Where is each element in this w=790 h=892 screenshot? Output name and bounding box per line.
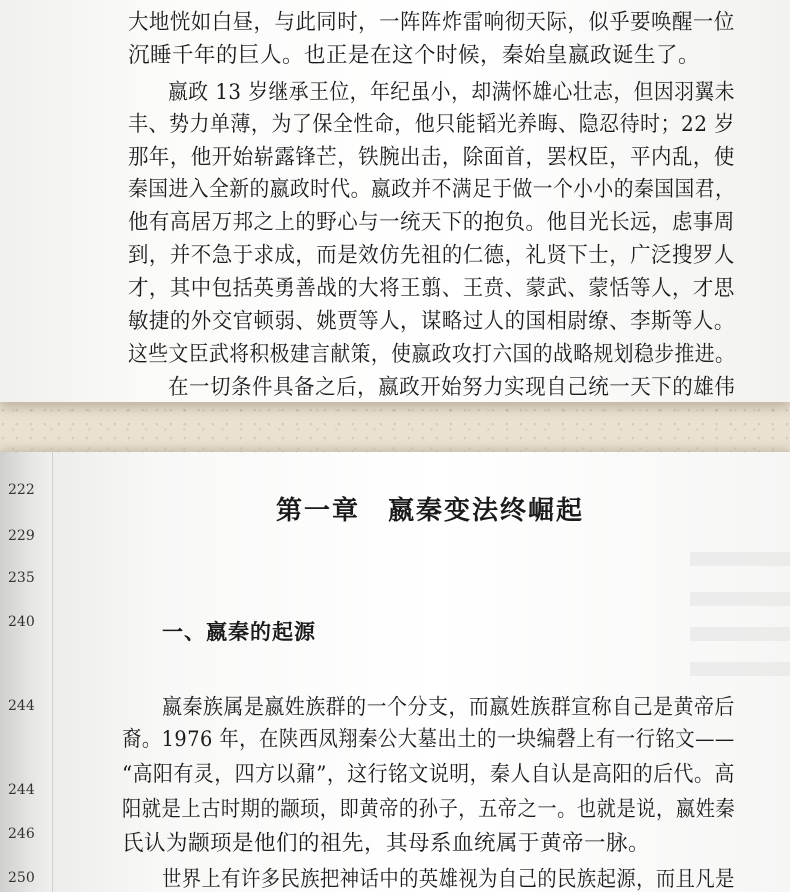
- section-title: 一、嬴秦的起源: [162, 619, 316, 644]
- text-line: 裔。1976 年，在陕西凤翔秦公大墓出土的一块编磬上有一行铭文——: [122, 727, 735, 752]
- chapter-title: 第一章 嬴秦变法终崛起: [275, 496, 584, 526]
- show-through-smudge: [690, 592, 790, 606]
- text-line: 沉睡千年的巨人。也正是在这个时候，秦始皇嬴政诞生了。: [128, 43, 701, 68]
- toc-page-number: 235: [8, 570, 35, 586]
- text-line: 世界上有许多民族把神话中的英雄视为自己的民族起源，而且凡是: [162, 867, 735, 892]
- toc-page-number: 222: [8, 482, 35, 498]
- text-line: 这些文臣武将积极建言献策，使嬴政攻打六国的战略规划稳步推进。: [128, 342, 736, 367]
- toc-page-number: 240: [8, 614, 35, 630]
- text-line: 阳就是上古时期的颛顼，即黄帝的孙子，五帝之一。也就是说，嬴姓秦: [122, 797, 736, 822]
- toc-page-number: 229: [8, 528, 35, 544]
- toc-page-number: 244: [8, 698, 35, 714]
- toc-page-number: 250: [8, 870, 35, 886]
- text-line: 敏捷的外交官顿弱、姚贾等人，谋略过人的国相尉缭、李斯等人。: [128, 309, 735, 334]
- toc-page-number: 246: [8, 826, 35, 842]
- text-line: 才，其中包括英勇善战的大将王翦、王贲、蒙武、蒙恬等人，才思: [128, 276, 735, 301]
- text-line: 嬴政 13 岁继承王位，年纪虽小，却满怀雄心壮志，但因羽翼未: [168, 80, 736, 105]
- text-line: 丰、势力单薄，为了保全性命，他只能韬光养晦、隐忍待时；22 岁: [128, 112, 735, 137]
- show-through-smudge: [690, 627, 790, 641]
- text-line: 到，并不急于求成，而是效仿先祖的仁德，礼贤下士，广泛搜罗人: [128, 243, 735, 268]
- text-line: 嬴秦族属是嬴姓族群的一个分支，而嬴姓族群宣称自己是黄帝后: [162, 695, 735, 720]
- text-line: 那年，他开始崭露锋芒，铁腕出击，除面首，罢权臣，平内乱，使: [128, 145, 735, 170]
- text-line: “高阳有灵，四方以鼐”，这行铭文说明，秦人自认是高阳的后代。高: [122, 762, 735, 787]
- lower-page: [0, 452, 790, 892]
- text-line: 在一切条件具备之后，嬴政开始努力实现自己统一天下的雄伟: [168, 375, 736, 400]
- text-line: 秦国进入全新的嬴政时代。嬴政并不满足于做一个小小的秦国国君，: [128, 177, 736, 202]
- upper-page: [0, 0, 790, 402]
- text-line: 氏认为颛顼是他们的祖先，其母系血统属于黄帝一脉。: [122, 831, 651, 856]
- text-line: 大地恍如白昼，与此同时，一阵阵炸雷响彻天际，似乎要唤醒一位: [128, 10, 735, 35]
- toc-page-number: 244: [8, 782, 35, 798]
- show-through-smudge: [690, 662, 790, 676]
- text-line: 他有高居万邦之上的野心与一统天下的抱负。他目光长远，虑事周: [128, 210, 735, 235]
- show-through-smudge: [690, 552, 790, 566]
